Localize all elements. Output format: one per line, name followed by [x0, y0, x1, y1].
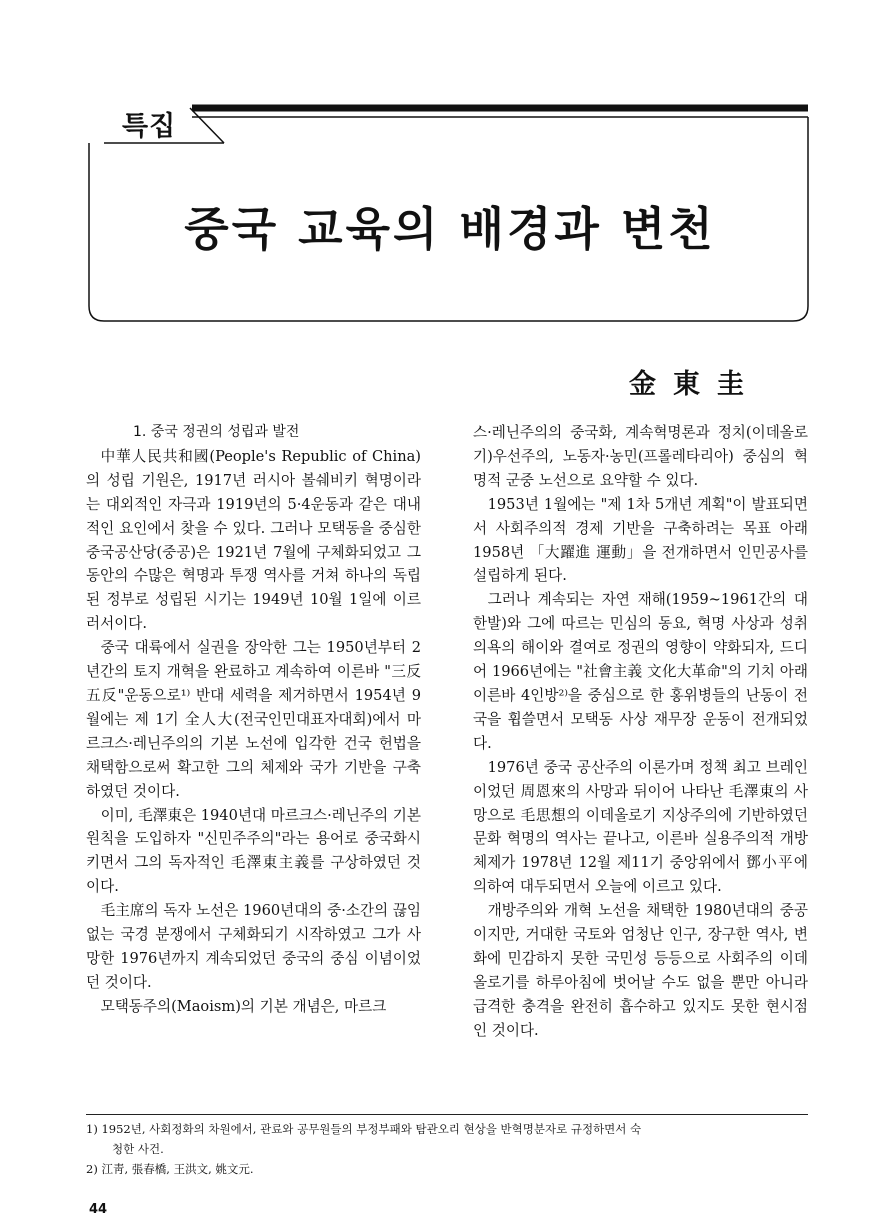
paragraph: 개방주의와 개혁 노선을 채택한 1980년대의 중공이지만, 거대한 국토와 엄청난 인구, 장구한 역사, 변화에 민감하지 못한 국민성 등등으로 사회주의 이데올로기를 하루아침에 벗어날 수도 없을 뿐만 아니라 급격한 충격을 완전히 흡수하고 있지도 못한 현시점인 것이다. — [473, 902, 808, 1039]
section-tag: 특집 — [122, 111, 177, 142]
paragraph: 毛主席의 독자 노선은 1960년대의 중·소간의 끊임없는 국경 분쟁에서 구체화되기 시작하였고 그가 사망한 1976년까지 계속되었던 중국의 중심 이념이었던 것이다. — [86, 902, 421, 991]
section-heading: 1. 중국 정권의 성립과 발전 — [133, 424, 300, 440]
paragraph: 그러나 계속되는 자연 재해(1959~1961간의 대 한발)와 그에 따르는 민심의 동요, 혁명 사상과 성취 의욕의 해이와 결여로 정권의 영향이 약화되자, 드디어 1966년에는 "社會主義 文化大革命"의 기치 아래 이른바 4인방²⁾을 중심으로 한 홍위병들의 난동이 전국을 휩쓸면서 모택동 사상 재무장 운동이 전개되었다. — [473, 591, 808, 752]
footnote-1: 1) 1952년, 사회정화의 차원에서, 관료와 공무원들의 부정부패와 탐관오리 현상을 반혁명분자로 규정하면서 숙 — [86, 1122, 642, 1136]
footnote-2: 2) 江靑, 張春橋, 王洪文, 姚文元. — [86, 1162, 254, 1176]
page-title: 중국 교육의 배경과 변천 — [184, 202, 716, 256]
paragraph: 中華人民共和國(People's Republic of China)의 성립 기원은, 1917년 러시아 볼쉐비키 혁명이라는 대외적인 자극과 1919년의 5·4운동과 같은 대내적인 요인에서 찾을 수 있다. 그러나 모택동을 중심한 중국공산당(중공)은 1921년 7월에 구체화되었고 그동안의 수많은 혁명과 투쟁 역사를 거쳐 하나의 독립된 정부로 성립된 시기는 1949년 10월 1일에 이르러서이다. — [86, 447, 421, 633]
paragraph: 1953년 1월에는 "제 1차 5개년 계획"이 발표되면서 사회주의적 경제 기반을 구축하려는 목표 아래 1958년 「大躍進 運動」을 전개하면서 인민공사를 설립하게 된다. — [473, 495, 808, 585]
paragraph: 중국 대륙에서 실권을 장악한 그는 1950년부터 2년간의 토지 개혁을 완료하고 계속하여 이른바 "三反五反"운동으로¹⁾ 반대 세력을 제거하면서 1954년 9월에는 제 1기 全人大(전국인민대표자대회)에서 마르크스·레닌주의의 기본 노선에 입각한 건국 헌법을 채택함으로써 확고한 그의 체제와 국가 기반을 구축하였던 것이다. — [86, 639, 421, 800]
left-column — [86, 421, 421, 1019]
footnote-1-continued: 청한 사건. — [112, 1142, 164, 1156]
paragraph: 1976년 중국 공산주의 이론가며 정책 최고 브레인이었던 周恩來의 사망과 뒤이어 나타난 毛澤東의 사망으로 毛思想의 이데올로기 지상주의에 기반하였던 문화 혁명의 역사는 끝나고, 이른바 실용주의적 개방 체제가 1978년 12월 제11기 중앙위에서 鄧小平에 의하여 대두되면서 오늘에 이르고 있다. — [473, 758, 808, 896]
right-column — [473, 421, 808, 1043]
paragraph: 모택동주의(Maoism)의 기본 개념은, 마르크 — [100, 997, 387, 1015]
page-number: 44 — [89, 1202, 108, 1217]
header-frame — [0, 0, 881, 340]
header-frame-border — [0, 0, 881, 340]
author-name: 金東圭 — [629, 369, 761, 400]
paragraph: 이미, 毛澤東은 1940년대 마르크스·레닌주의 기본 원칙을 도입하자 "신민주주의"라는 용어로 중국화시키면서 그의 독자적인 毛澤東主義를 구상하였던 것이다. — [86, 806, 421, 896]
paragraph: 스·레닌주의의 중국화, 계속혁명론과 정치(이데올로기)우선주의, 노동자·농민(프롤레타리아) 중심의 혁명적 군중 노선으로 요약할 수 있다. — [473, 424, 808, 489]
footnotes — [86, 1114, 808, 1179]
